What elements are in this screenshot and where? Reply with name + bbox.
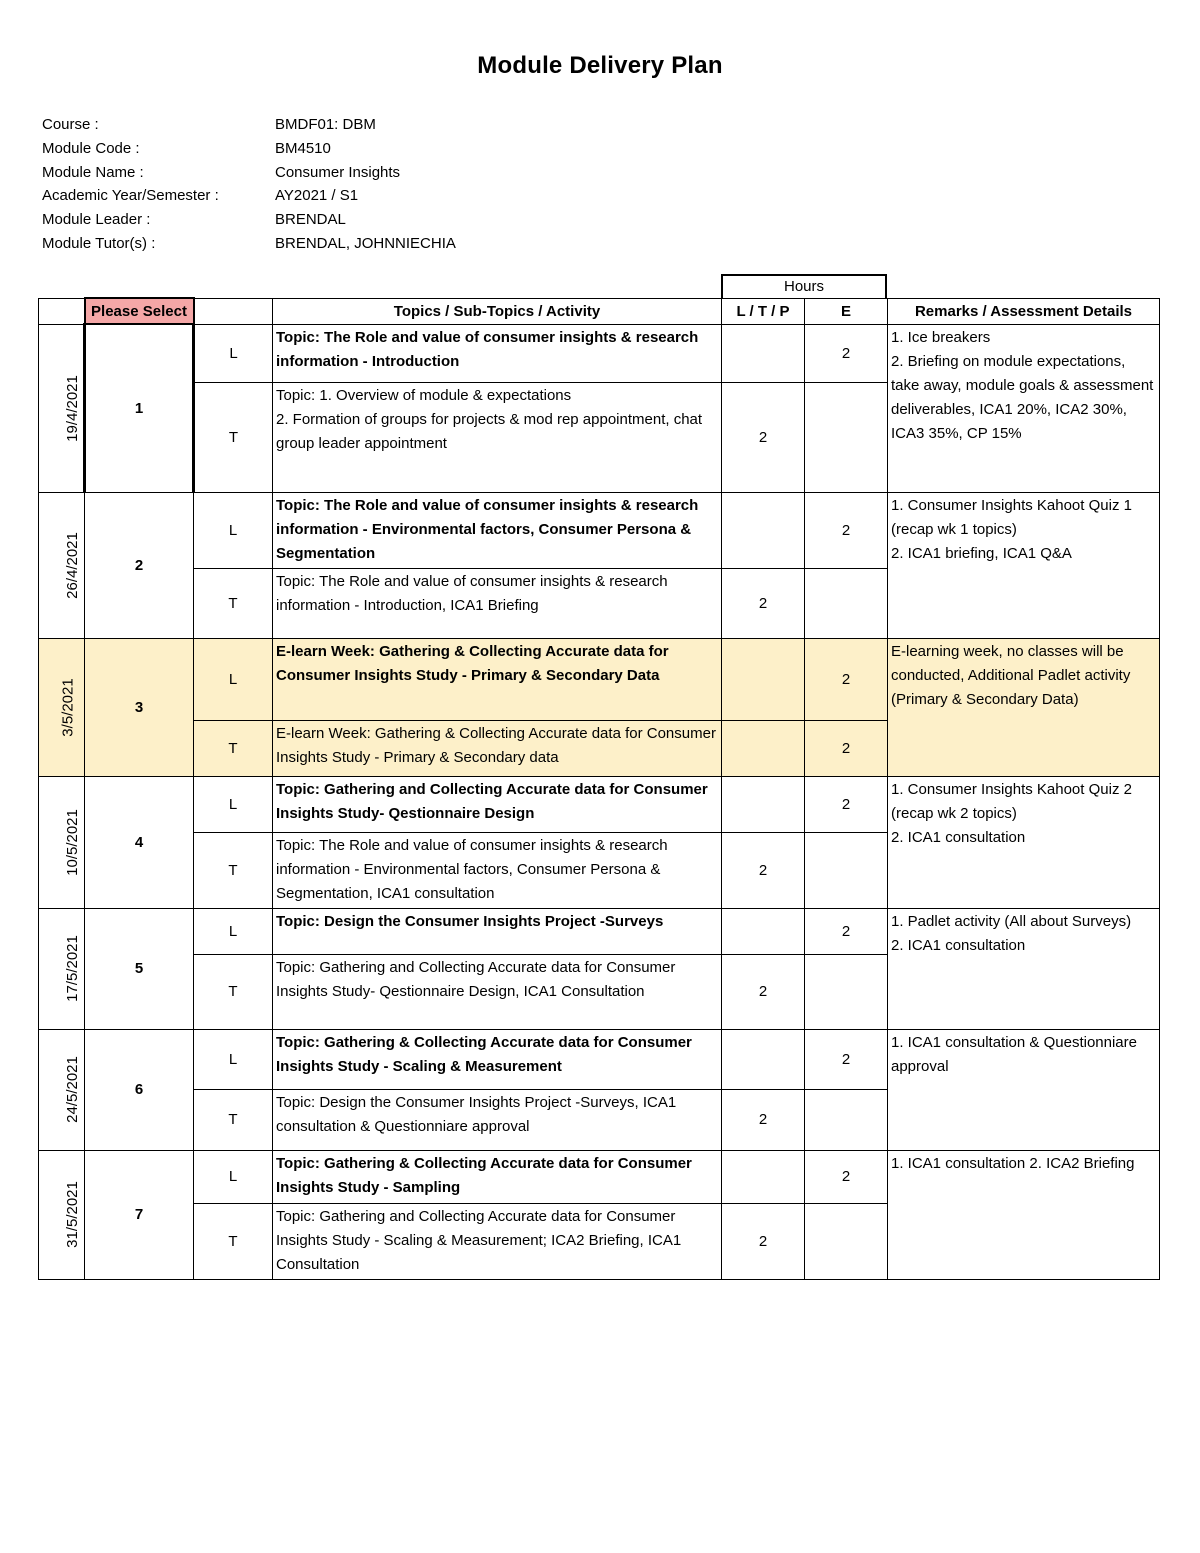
topic-cell	[273, 1150, 722, 1203]
week-date-cell	[39, 324, 85, 492]
info-value: AY2021 / S1	[275, 187, 359, 205]
info-label: Course :	[42, 116, 99, 134]
table-row	[39, 1150, 1160, 1203]
session-type: L	[194, 492, 273, 568]
e-hours: 2	[805, 720, 888, 776]
e-hours: 2	[805, 1150, 888, 1203]
session-type: L	[194, 776, 273, 832]
session-type: T	[194, 954, 273, 1029]
topic-text: E-learn Week: Gathering & Collecting Accurate data for Consumer Insights Study - Primary & Secondary data	[276, 724, 716, 766]
week-date: 31/5/2021	[63, 1181, 81, 1248]
remarks-text: 1. Consumer Insights Kahoot Quiz 1 (recap wk 1 topics) 2. ICA1 briefing, ICA1 Q&A	[891, 496, 1132, 562]
please-select-header[interactable]: Please Select	[85, 298, 194, 324]
session-type: T	[194, 832, 273, 908]
remarks-cell	[888, 1150, 1160, 1279]
topic-text: Topic: The Role and value of consumer insights & research information - Environmental factors, Consumer Persona & Segmentation	[276, 496, 699, 562]
remarks-header: Remarks / Assessment Details	[888, 298, 1160, 324]
topic-cell	[273, 324, 722, 382]
info-row-academic-year	[42, 184, 456, 208]
session-type: T	[194, 1089, 273, 1150]
info-row-module-tutors	[42, 231, 456, 255]
topic-text: Topic: The Role and value of consumer insights & research information - Introduction, ICA1 Briefing	[276, 572, 668, 614]
topic-cell	[273, 638, 722, 720]
hours-header: Hours	[721, 274, 887, 298]
remarks-cell	[888, 324, 1160, 492]
info-value: BRENDAL, JOHNNIECHIA	[275, 234, 456, 252]
session-type: L	[194, 908, 273, 954]
topic-cell	[273, 492, 722, 568]
topic-text: Topic: Design the Consumer Insights Project -Surveys, ICA1 consultation & Questionniare approval	[276, 1093, 677, 1135]
topic-text: Topic: Gathering & Collecting Accurate data for Consumer Insights Study - Sampling	[276, 1154, 692, 1196]
e-hours	[805, 382, 888, 492]
e-hours: 2	[805, 908, 888, 954]
e-hours	[805, 954, 888, 1029]
date-header	[39, 298, 85, 324]
week-date-cell	[39, 908, 85, 1029]
table-header-row	[39, 298, 1160, 324]
remarks-cell	[888, 638, 1160, 776]
ltp-hours	[722, 492, 805, 568]
week-date: 3/5/2021	[59, 677, 77, 737]
ltp-hours: 2	[722, 382, 805, 492]
week-number[interactable]: 3	[85, 638, 194, 776]
ltp-hours: 2	[722, 832, 805, 908]
module-info	[42, 113, 456, 255]
plan-body	[39, 324, 1160, 1279]
topic-cell	[273, 720, 722, 776]
topic-cell	[273, 1203, 722, 1279]
info-row-module-leader	[42, 208, 456, 232]
info-row-course	[42, 113, 456, 137]
type-header	[194, 298, 273, 324]
remarks-cell	[888, 1029, 1160, 1150]
remarks-cell	[888, 776, 1160, 908]
week-date: 10/5/2021	[63, 808, 81, 876]
e-hours: 2	[805, 776, 888, 832]
table-row	[39, 638, 1160, 720]
e-hours	[805, 832, 888, 908]
week-number[interactable]: 4	[85, 776, 194, 908]
week-number[interactable]: 5	[85, 908, 194, 1029]
week-date-cell	[39, 776, 85, 908]
week-date-cell	[39, 1029, 85, 1150]
week-date-cell	[39, 492, 85, 638]
remarks-cell	[888, 492, 1160, 638]
topic-cell	[273, 382, 722, 492]
ltp-hours	[722, 1150, 805, 1203]
table-row	[39, 1029, 1160, 1089]
table-row	[39, 908, 1160, 954]
remarks-text: 1. ICA1 consultation & Questionniare approval	[891, 1033, 1137, 1075]
topic-text: Topic: Gathering & Collecting Accurate data for Consumer Insights Study - Scaling & Measurement	[276, 1033, 692, 1075]
ltp-hours: 2	[722, 1089, 805, 1150]
info-label: Module Name :	[42, 163, 144, 181]
week-number[interactable]: 1	[85, 324, 194, 492]
topic-cell	[273, 1029, 722, 1089]
session-type: L	[194, 638, 273, 720]
table-row	[39, 324, 1160, 382]
remarks-text: 1. Consumer Insights Kahoot Quiz 2 (recap wk 2 topics) 2. ICA1 consultation	[891, 780, 1132, 846]
topic-text: E-learn Week: Gathering & Collecting Accurate data for Consumer Insights Study - Primary & Secondary Data	[276, 642, 669, 684]
remarks-text: 1. Padlet activity (All about Surveys) 2. ICA1 consultation	[891, 912, 1132, 954]
week-date: 17/5/2021	[63, 935, 81, 1002]
table-row	[39, 776, 1160, 832]
info-label: Module Tutor(s) :	[42, 234, 156, 252]
session-type: T	[194, 1203, 273, 1279]
week-date: 24/5/2021	[63, 1056, 81, 1123]
ltp-hours	[722, 720, 805, 776]
week-date: 19/4/2021	[63, 374, 81, 442]
remarks-cell	[888, 908, 1160, 1029]
ltp-header: L / T / P	[722, 298, 805, 324]
topic-text: Topic: 1. Overview of module & expectations 2. Formation of groups for projects & mod rep appointment, chat group leader appointment	[276, 386, 703, 452]
table-row	[39, 492, 1160, 568]
topic-cell	[273, 832, 722, 908]
info-value: BM4510	[275, 140, 331, 158]
session-type: L	[194, 324, 273, 382]
ltp-hours: 2	[722, 1203, 805, 1279]
e-hours	[805, 1203, 888, 1279]
e-hours	[805, 1089, 888, 1150]
topic-text: Topic: Design the Consumer Insights Project -Surveys	[276, 912, 664, 930]
week-number[interactable]: 2	[85, 492, 194, 638]
info-value: BMDF01: DBM	[275, 116, 376, 134]
week-number[interactable]: 7	[85, 1150, 194, 1279]
topic-text: Topic: The Role and value of consumer insights & research information - Introduction	[276, 328, 699, 370]
topic-cell	[273, 568, 722, 638]
week-date: 26/4/2021	[63, 531, 81, 599]
ltp-hours: 2	[722, 568, 805, 638]
info-row-module-name	[42, 160, 456, 184]
e-hours: 2	[805, 324, 888, 382]
week-date-cell	[39, 638, 85, 776]
topic-cell	[273, 908, 722, 954]
info-row-module-code	[42, 137, 456, 161]
ltp-hours	[722, 1029, 805, 1089]
topic-cell	[273, 954, 722, 1029]
session-type: L	[194, 1029, 273, 1089]
ltp-hours	[722, 776, 805, 832]
week-date-cell	[39, 1150, 85, 1279]
e-hours: 2	[805, 1029, 888, 1089]
topic-text: Topic: Gathering and Collecting Accurate data for Consumer Insights Study - Scaling & Measurement; ICA2 Briefing, ICA1 Consultation	[276, 1207, 682, 1273]
remarks-text: 1. Ice breakers 2. Briefing on module expectations, take away, module goals & assessment deliverables, ICA1 20%, ICA2 30%, ICA3 35%, CP 15%	[891, 328, 1154, 442]
topics-header: Topics / Sub-Topics / Activity	[273, 298, 722, 324]
info-label: Module Code :	[42, 140, 140, 158]
ltp-hours: 2	[722, 954, 805, 1029]
e-hours: 2	[805, 638, 888, 720]
delivery-plan-table	[38, 297, 1160, 1280]
page-title: Module Delivery Plan	[477, 52, 723, 79]
session-type: T	[194, 382, 273, 492]
ltp-hours	[722, 638, 805, 720]
info-label: Academic Year/Semester :	[42, 187, 219, 205]
session-type: L	[194, 1150, 273, 1203]
remarks-text: E-learning week, no classes will be conducted, Additional Padlet activity (Primary & Secondary Data)	[891, 642, 1131, 708]
session-type: T	[194, 568, 273, 638]
ltp-hours	[722, 908, 805, 954]
topic-text: Topic: Gathering and Collecting Accurate data for Consumer Insights Study- Qestionnaire Design	[276, 780, 708, 822]
topic-text: Topic: The Role and value of consumer insights & research information - Environmental factors, Consumer Persona & Segmentation, ICA1 consultation	[276, 836, 668, 902]
topic-cell	[273, 1089, 722, 1150]
week-number[interactable]: 6	[85, 1029, 194, 1150]
info-value: Consumer Insights	[275, 163, 401, 181]
e-header: E	[805, 298, 888, 324]
info-label: Module Leader :	[42, 211, 151, 229]
e-hours	[805, 568, 888, 638]
topic-cell	[273, 776, 722, 832]
topic-text: Topic: Gathering and Collecting Accurate data for Consumer Insights Study- Qestionnaire Design, ICA1 Consultation	[276, 958, 676, 1000]
info-value: BRENDAL	[275, 211, 346, 229]
remarks-text: 1. ICA1 consultation 2. ICA2 Briefing	[891, 1154, 1135, 1172]
session-type: T	[194, 720, 273, 776]
ltp-hours	[722, 324, 805, 382]
e-hours: 2	[805, 492, 888, 568]
